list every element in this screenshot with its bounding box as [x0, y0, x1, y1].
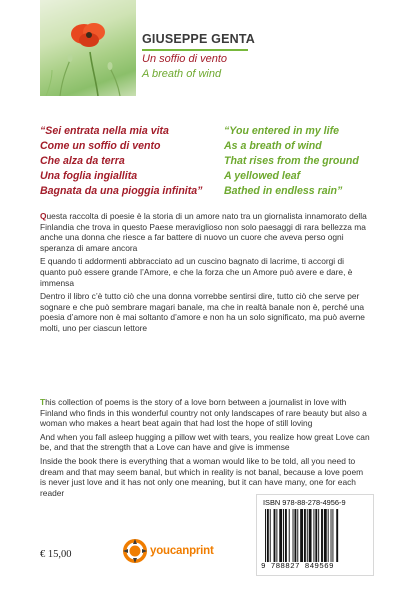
- poem-line: A yellowed leaf: [224, 170, 301, 182]
- barcode-bar: [289, 509, 290, 562]
- barcode-bar: [328, 509, 329, 562]
- description-paragraph: Inside the book there is everything that a woman would like to be told, all you need to dream and that may seem banal, but which in reality is not banal, because a love poem is never just love and it has not only one meaning, but it can have many, one for each reader: [40, 455, 364, 498]
- barcode-bar: [293, 509, 294, 562]
- publisher-emblem-icon: [122, 538, 148, 564]
- barcode-bar: [304, 509, 306, 562]
- poem-english: [224, 124, 359, 199]
- poem-line: Una foglia ingiallita: [40, 170, 138, 182]
- description-english: [40, 397, 370, 501]
- barcode-bar: [318, 509, 319, 562]
- barcode-bar: [270, 509, 271, 562]
- barcode: [263, 509, 369, 562]
- description-paragraph: E quando ti addormenti abbracciato ad un cuscino bagnato di lacrime, ti accorgi di quanto può essere grande l’Amore, e che la forza che un Amore può avere e dare, è immensa: [40, 256, 353, 288]
- poem-line: Come un soffio di vento: [40, 140, 161, 152]
- barcode-bar: [279, 509, 282, 562]
- barcode-bar: [265, 509, 266, 562]
- barcode-bar: [267, 509, 269, 562]
- poppy-illustration: [40, 0, 136, 96]
- barcode-bar: [332, 509, 333, 562]
- poem-line: Che alza da terra: [40, 155, 125, 167]
- poem-line: As a breath of wind: [224, 140, 322, 152]
- description-italian: [40, 211, 370, 337]
- barcode-bar: [285, 509, 287, 562]
- author-name: GIUSEPPE GENTA: [142, 32, 256, 46]
- isbn-barcode-block: [256, 494, 374, 576]
- barcode-bar: [276, 509, 277, 562]
- poem-line: Bathed in endless rain”: [224, 185, 343, 197]
- poem-line: Bagnata da una pioggia infinita”: [40, 185, 203, 197]
- poem-line: “You entered in my life: [224, 125, 339, 137]
- title-italian: Un soffio di vento: [142, 53, 227, 65]
- initial-letter: Q: [40, 211, 47, 221]
- ean-digits: 9 788827 849569: [261, 563, 334, 571]
- paragraph-text: uesta raccolta di poesie è la storia di un amore nato tra un giornalista innamorato della Finlandia che trova in questo Paese meraviglioso non solo paesaggi di rara bellezza ma anche una donna che riesce a far battere di nuovo un cuore che aveva perso ogni speranza di amare ancora: [40, 211, 367, 253]
- barcode-bar: [297, 509, 298, 562]
- cover-photo-poppy: [40, 0, 136, 96]
- description-paragraph: [40, 397, 370, 429]
- barcode-bar: [300, 509, 303, 562]
- poem-italian: [40, 124, 202, 199]
- barcode-bar: [309, 509, 312, 562]
- description-paragraph: And when you fall asleep hugging a pillow wet with tears, you realize how great Love can be, and that the strength that a Love can have and give is immense: [40, 431, 370, 453]
- barcode-bar: [307, 509, 308, 562]
- barcode-bar: [331, 509, 332, 562]
- barcode-bar: [274, 509, 276, 562]
- title-english: A breath of wind: [142, 68, 222, 80]
- barcode-bar: [321, 509, 323, 562]
- publisher-name-part: print: [189, 545, 214, 557]
- title-divider: [142, 49, 248, 51]
- barcode-bar: [313, 509, 314, 562]
- publisher-logo: [122, 538, 214, 564]
- barcode-bar: [324, 509, 327, 562]
- poem-line: That rises from the ground: [224, 155, 359, 167]
- description-paragraph: Dentro il libro c’è tutto ciò che una donna vorrebbe sentirsi dire, tutto ciò che serve per sognare e che può sembrare magari banale, ma che in realtà banale non è, perché una poesia d’amore non è mai soltanto d’amore e non ha un solo significato, ma può averne molti, uno per ciascun lettore: [40, 291, 365, 333]
- publisher-name: [150, 545, 214, 557]
- barcode-bar: [336, 509, 338, 562]
- barcode-bar: [294, 509, 296, 562]
- publisher-name-part: can: [169, 545, 190, 557]
- price-label: € 15,00: [40, 549, 72, 560]
- initial-letter: T: [40, 397, 46, 407]
- publisher-name-part: you: [150, 545, 170, 557]
- description-paragraph: [40, 211, 370, 253]
- barcode-bar: [283, 509, 284, 562]
- barcode-bar: [315, 509, 317, 562]
- poem-line: “Sei entrata nella mia vita: [40, 125, 169, 137]
- isbn-label: ISBN 978-88-278-4956-9: [263, 498, 346, 507]
- paragraph-text: his collection of poems is the story of a love born between a journalist in love with Finland who finds in this wonderful country not only landscapes of rare beauty but also a woman who makes a heart beat again that had lost the hope of still loving: [40, 397, 367, 429]
